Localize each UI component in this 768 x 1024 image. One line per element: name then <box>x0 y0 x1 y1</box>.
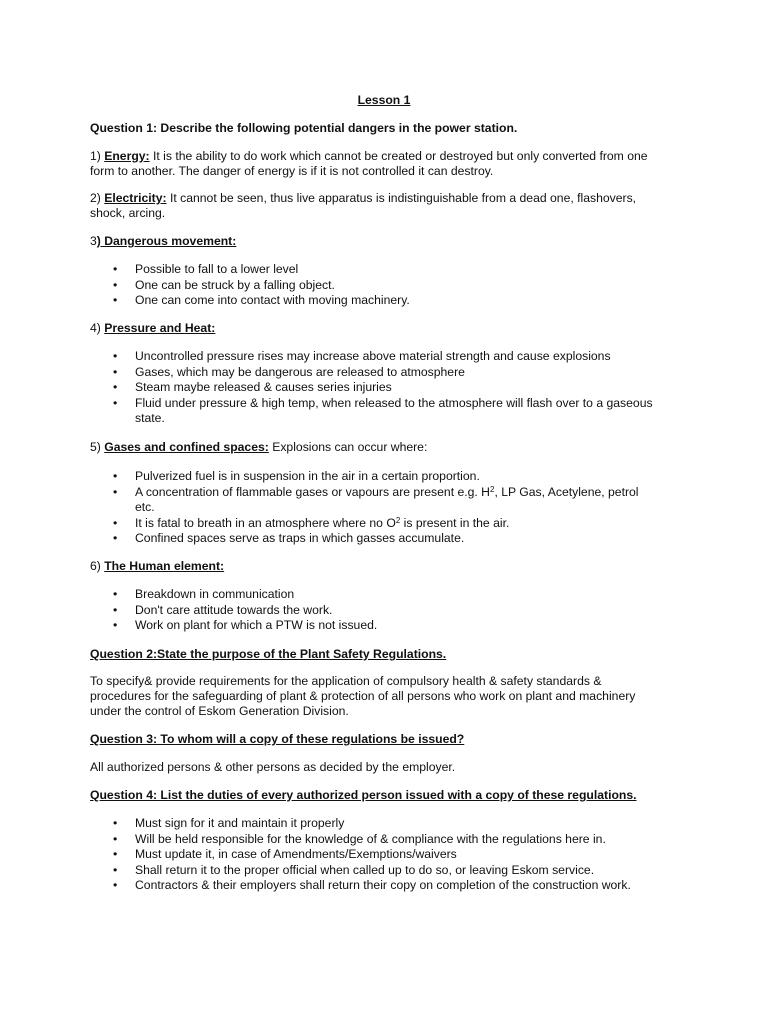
bullet-icon: • <box>113 531 118 545</box>
answer-2-line-3: under the control of Eskom Generation Division. <box>90 704 349 718</box>
list-item: • One can come into contact with moving machinery. <box>113 293 410 307</box>
answer-2-line-1: To specify& provide requirements for the application of compulsory health & safety standards & <box>90 674 602 688</box>
list-item: • Breakdown in communication <box>113 587 295 601</box>
answer-3: All authorized persons & other persons as decided by the employer. <box>90 760 456 774</box>
bullet-icon: • <box>113 395 118 410</box>
energy-line-2: form to another. The danger of energy is if it is not controlled it can destroy. <box>90 164 494 178</box>
question-2: Question 2:State the purpose of the Plant Safety Regulations. <box>90 647 447 661</box>
bullet-icon: • <box>113 831 118 846</box>
pressure-list <box>90 349 690 427</box>
electricity-heading: Electricity: <box>104 191 167 205</box>
pressure-heading: Pressure and Heat: <box>104 321 216 335</box>
list-item: • Work on plant for which a PTW is not issued. <box>113 618 378 632</box>
list-item: • One can be struck by a falling object. <box>113 277 335 292</box>
bullet-icon: • <box>113 515 118 530</box>
bullet-icon: • <box>113 587 118 601</box>
lesson-title: Lesson 1 <box>357 93 411 107</box>
human-heading-line: 6) The Human element: <box>90 559 225 573</box>
bullet-icon: • <box>113 602 118 617</box>
list-item-continuation: state. <box>135 411 165 425</box>
movement-list <box>90 262 690 309</box>
bullet-icon: • <box>113 364 118 379</box>
bullet-icon: • <box>113 484 118 499</box>
gases-heading-line: 5) Gases and confined spaces: Explosions can occur where: <box>90 440 428 454</box>
list-item: • Contractors & their employers shall return their copy on completion of the construction work. <box>113 878 631 892</box>
list-item: • Steam maybe released & causes series injuries <box>113 380 392 394</box>
duties-list <box>90 816 690 894</box>
energy-heading: Energy: <box>104 149 150 163</box>
list-item: • Confined spaces serve as traps in which gasses accumulate. <box>113 531 465 545</box>
list-item: • Don't care attitude towards the work. <box>113 602 333 617</box>
list-item: • Uncontrolled pressure rises may increase above material strength and cause explosions <box>113 349 611 363</box>
list-item: • Possible to fall to a lower level <box>113 262 299 276</box>
answer-2-line-2: procedures for the safeguarding of plant & protection of all persons who work on plant and machinery <box>90 689 636 703</box>
bullet-icon: • <box>113 847 118 861</box>
bullet-icon: • <box>113 816 118 830</box>
list-item: • Must update it, in case of Amendments/Exemptions/waivers <box>113 847 457 861</box>
list-item: • Pulverized fuel is in suspension in the air in a certain proportion. <box>113 469 480 483</box>
bullet-icon: • <box>113 277 118 292</box>
gases-list <box>90 469 690 547</box>
bullet-icon: • <box>113 469 118 483</box>
gases-heading: Gases and confined spaces: <box>104 440 269 454</box>
movement-heading: ) Dangerous movement: <box>96 234 237 248</box>
bullet-icon: • <box>113 380 118 394</box>
human-heading: The Human element: <box>104 559 225 573</box>
question-1: Question 1: Describe the following potential dangers in the power station. <box>90 121 518 135</box>
bullet-icon: • <box>113 618 118 632</box>
list-item: • Gases, which may be dangerous are released to atmosphere <box>113 364 465 379</box>
question-3: Question 3: To whom will a copy of these regulations be issued? <box>90 732 465 746</box>
list-item: • Shall return it to the proper official when called up to do so, or leaving Eskom service. <box>113 862 595 877</box>
list-item: • Will be held responsible for the knowledge of & compliance with the regulations here in. <box>113 831 606 846</box>
bullet-icon: • <box>113 349 118 363</box>
question-4: Question 4: List the duties of every authorized person issued with a copy of these regulations. <box>90 788 637 802</box>
pressure-heading-line: 4) Pressure and Heat: <box>90 321 216 335</box>
list-item: • A concentration of flammable gases or vapours are present e.g. $H^2$, LP Gas, Acetylene, petrol <box>113 484 639 499</box>
bullet-icon: • <box>113 878 118 892</box>
human-list <box>90 587 690 634</box>
energy-line-1: 1) Energy: It is the ability to do work which cannot be created or destroyed but only converted from one <box>90 149 648 163</box>
movement-heading-line: 3) Dangerous movement: <box>90 234 237 248</box>
list-item: • Must sign for it and maintain it properly <box>113 816 345 830</box>
electricity-line-1: 2) Electricity: It cannot be seen, thus live apparatus is indistinguishable from a dead one, flashovers, <box>90 191 637 205</box>
bullet-icon: • <box>113 293 118 307</box>
electricity-line-2: shock, arcing. <box>90 206 166 220</box>
bullet-icon: • <box>113 862 118 877</box>
list-item-continuation: etc. <box>135 500 155 514</box>
list-item: • It is fatal to breath in an atmosphere where no $O^2$ is present in the air. <box>113 515 510 530</box>
bullet-icon: • <box>113 262 118 276</box>
list-item: • Fluid under pressure & high temp, when released to the atmosphere will flash over to a gaseous <box>113 395 653 410</box>
